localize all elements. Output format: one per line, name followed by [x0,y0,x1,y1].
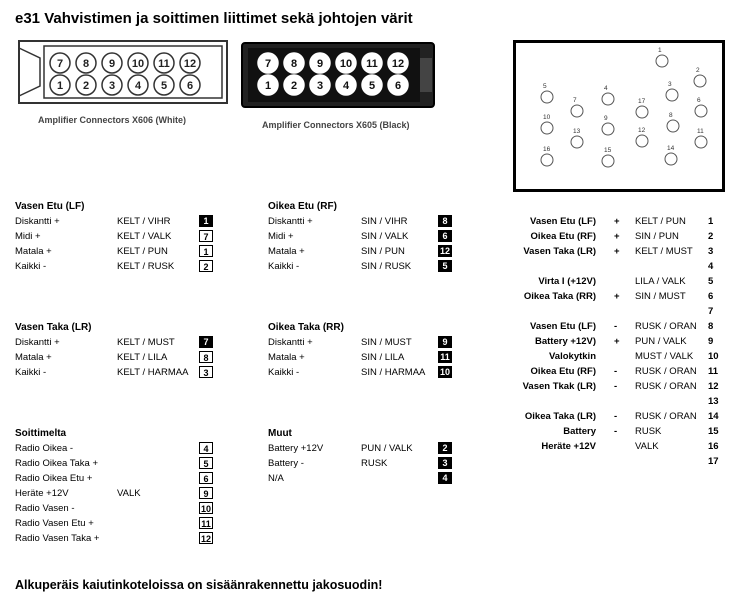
wire-row [268,259,448,274]
wire-color: KELT / MUST [117,337,175,348]
pin-number: 5 [708,276,714,287]
pin-polarity: - [614,321,618,332]
pin-position-diagram [513,40,725,192]
svg-text:14: 14 [667,145,675,152]
wire-row [15,501,211,516]
pin-polarity: - [614,411,618,422]
svg-text:1: 1 [264,80,272,92]
wire-color: KELT / RUSK [117,261,175,272]
svg-text:10: 10 [339,58,353,70]
wire-label: Kaikki - [15,367,47,378]
wire-row [15,229,209,244]
pin-wire-color: RUSK / ORAN [635,321,697,332]
svg-text:6: 6 [697,97,701,104]
svg-text:13: 13 [573,128,581,135]
svg-text:10: 10 [543,114,551,121]
pin-number-box: 5 [438,260,452,272]
wire-color: SIN / HARMAA [361,367,426,378]
wire-label: Diskantti + [268,337,313,348]
svg-text:5: 5 [160,80,168,92]
pin-number-box: 8 [199,351,213,363]
pin-position-svg [516,43,722,189]
connector-pin [258,75,278,95]
pin-polarity: - [614,366,618,377]
wire-label: Kaikki - [268,367,300,378]
pin-wire-color: SIN / MUST [635,291,686,302]
wire-color: SIN / LILA [361,352,405,363]
pin-polarity: + [614,231,620,242]
connector-pin [102,75,122,95]
page-title: e31 Vahvistimen ja soittimen liittimet sekä johtojen värit [15,10,413,27]
wire-color: SIN / RUSK [361,261,412,272]
pin-number: 7 [708,306,714,317]
pin-number-box: 2 [438,442,452,454]
wire-color: KELT / LILA [117,352,168,363]
svg-text:8: 8 [290,58,298,70]
pin-wire-color: LILA / VALK [635,276,686,287]
svg-text:3: 3 [316,80,324,92]
connector-pin [388,75,408,95]
pin-position-6 [695,97,707,117]
svg-text:7: 7 [264,58,272,70]
connector-pin [76,53,96,73]
pin-number: 3 [708,246,714,257]
pin-number-box: 6 [199,472,213,484]
wire-row [268,229,448,244]
connector-pin [310,53,330,73]
section-oikea-etu [268,199,450,274]
wire-label: Diskantti + [268,216,313,227]
svg-text:7: 7 [56,58,64,70]
pin-position-3 [666,81,678,101]
pin-number-box: 4 [199,442,213,454]
connector-pin [284,75,304,95]
footer-note: Alkuperäis kaiutinkoteloissa on sisäänrakennettu jakosuodin! [15,578,383,592]
pin-function: Battery [563,426,596,437]
pin-number-box: 6 [438,230,452,242]
svg-text:11: 11 [366,58,378,70]
wire-row [268,244,450,259]
svg-text:11: 11 [697,128,704,135]
connector-pin [362,75,382,95]
wire-row [15,471,209,486]
pin-number-box: 12 [200,534,211,544]
svg-text:4: 4 [604,85,608,92]
connector-x605 [240,38,440,133]
svg-text:9: 9 [316,58,324,70]
pin-position-12 [636,127,648,147]
wire-label: Midi + [15,231,41,242]
pin-function: Vasen Taka (LR) [523,246,596,257]
wire-label: Battery - [268,458,304,469]
pin-number: 9 [708,336,714,347]
pin-function: Vasen Etu (LF) [530,321,596,332]
pin-polarity: - [614,426,618,437]
pin-number-box: 3 [438,457,452,469]
svg-text:2: 2 [82,80,90,92]
pin-position-17 [636,98,648,118]
wire-row [268,365,450,380]
pin-polarity: - [614,381,618,392]
wire-color: KELT / VIHR [117,216,171,227]
pin-position-10 [541,114,553,134]
pin-number-box: 9 [438,336,452,348]
wire-label: Midi + [268,231,294,242]
wire-label: Heräte +12V [15,488,69,499]
pin-position-2 [694,67,706,87]
pin-number-box: 1 [199,245,213,257]
wire-row [15,350,209,365]
connector-x605-label: Amplifier Connectors X605 (Black) [262,120,410,130]
pin-number-box: 7 [199,230,213,242]
pin-wire-color: RUSK / ORAN [635,381,697,392]
svg-text:1: 1 [56,80,64,92]
wire-row [15,456,209,471]
pin-function: Oikea Etu (RF) [530,366,596,377]
section-soittimelta [15,426,211,546]
connector-x606-label: Amplifier Connectors X606 (White) [38,115,187,125]
svg-text:4: 4 [342,80,350,92]
pin-position-1 [656,47,668,67]
pin-number-box: 8 [438,215,452,227]
pin-function: Virta I (+12V) [538,276,596,287]
connector-pin [76,75,96,95]
connector-pin [388,53,408,73]
section-heading: Oikea Taka (RR) [268,322,344,333]
pin-wire-color: PUN / VALK [635,336,687,347]
svg-text:2: 2 [290,80,298,92]
pin-wire-color: RUSK / ORAN [635,411,697,422]
svg-text:16: 16 [543,146,551,153]
pin-number: 12 [708,381,719,392]
wire-label: Diskantti + [15,216,60,227]
connector-pin [180,75,200,95]
wire-color: SIN / MUST [361,337,412,348]
wire-label: Matala + [268,246,305,257]
pin-function: Vasen Tkak (LR) [522,381,596,392]
section-oikea-taka [268,320,450,380]
pin-number-box: 12 [439,246,450,256]
pin-number-box: 3 [199,366,213,378]
svg-text:12: 12 [391,58,405,70]
pin-position-16 [541,146,553,166]
wire-row [268,456,448,471]
svg-text:6: 6 [394,80,402,92]
connector-x605-drawing [240,38,440,133]
svg-text:15: 15 [604,147,612,154]
wire-label: Matala + [15,352,52,363]
wire-label: Kaikki - [268,261,300,272]
pin-number-box: 10 [200,504,211,514]
pin-function: Vasen Etu (LF) [530,216,596,227]
pin-number: 6 [708,291,714,302]
section-heading: Vasen Etu (LF) [15,201,85,212]
wire-label: N/A [268,473,284,484]
pin-number: 1 [708,216,714,227]
wire-row [15,365,209,380]
wire-label: Matala + [15,246,52,257]
section-heading: Vasen Taka (LR) [15,322,92,333]
section-heading: Oikea Etu (RF) [268,201,337,212]
wire-row [15,335,209,350]
wire-color: SIN / VALK [361,231,409,242]
connector-pin [284,53,304,73]
svg-text:9: 9 [108,58,116,70]
pin-number: 17 [708,456,719,467]
connector-pin [154,53,174,73]
svg-text:5: 5 [368,80,376,92]
pin-polarity: + [614,336,620,347]
svg-text:2: 2 [696,67,700,74]
section-muut [268,426,448,486]
pin-wire-color: VALK [635,441,659,452]
pin-function: Oikea Etu (RF) [530,231,596,242]
pin-number-box: 11 [199,517,213,529]
pin-number: 11 [708,366,719,377]
pin-position-13 [571,128,583,148]
wire-label: Radio Oikea - [15,443,74,454]
wire-row [15,516,211,531]
svg-text:11: 11 [158,58,170,70]
wire-label: Radio Oikea Etu + [15,473,93,484]
pin-position-9 [602,115,614,135]
pin-polarity: + [614,246,620,257]
section-vasen-etu [15,199,209,274]
connector-pin [102,53,122,73]
pin-number-box: 10 [439,367,450,377]
pin-number-box: 7 [199,336,213,348]
connector-pin [336,75,356,95]
pin-number-box: 9 [199,487,213,499]
connector-pin [50,53,70,73]
connector-pin [310,75,330,95]
pin-number-box: 2 [199,260,213,272]
wire-row [268,335,448,350]
pin-number: 4 [708,261,714,272]
wire-label: Radio Oikea Taka + [15,458,98,469]
pin-number: 2 [708,231,714,242]
pin-function: Heräte +12V [541,441,596,452]
wire-color: KELT / VALK [117,231,172,242]
pin-wire-color: KELT / PUN [635,216,686,227]
connector-pin [362,53,382,73]
pin-position-4 [602,85,614,105]
svg-text:1: 1 [658,47,662,54]
connector-x606 [18,38,228,130]
wire-row [15,259,209,274]
connector-pin [50,75,70,95]
wire-color: PUN / VALK [361,443,413,454]
svg-text:5: 5 [543,83,547,90]
svg-text:6: 6 [186,80,194,92]
pin-number: 10 [708,351,719,362]
pin-position-14 [665,145,677,165]
wire-label: Kaikki - [15,261,47,272]
pin-number: 8 [708,321,714,332]
section-heading: Muut [268,428,292,439]
wire-row [15,531,211,546]
pin-position-15 [602,147,614,167]
wire-row [268,441,448,456]
pin-position-5 [541,83,553,103]
pin-number-box: 4 [438,472,452,484]
connector-pin [180,53,200,73]
wire-row [268,350,450,365]
wire-row [268,214,448,229]
svg-text:12: 12 [183,58,197,70]
pin-number-box: 5 [199,457,213,469]
pin-function: Oikea Taka (RR) [523,291,596,302]
pin-function: Valokytkin [549,351,596,362]
pin-position-8 [667,112,679,132]
pin-number: 15 [708,426,719,437]
svg-text:4: 4 [134,80,142,92]
svg-text:9: 9 [604,115,608,122]
wire-row [15,214,209,229]
svg-text:3: 3 [668,81,672,88]
svg-text:10: 10 [131,58,145,70]
wire-label: Radio Vasen Taka + [15,533,100,544]
svg-text:17: 17 [638,98,646,105]
pin-polarity: + [614,216,620,227]
wire-label: Radio Vasen Etu + [15,518,94,529]
wire-label: Radio Vasen - [15,503,75,514]
pin-position-7 [571,97,583,117]
wire-label: Matala + [268,352,305,363]
pin-number: 13 [708,396,719,407]
wire-color: KELT / HARMAA [117,367,189,378]
svg-text:3: 3 [108,80,116,92]
svg-text:7: 7 [573,97,577,104]
pin-number: 16 [708,441,719,452]
pin-number-box: 1 [199,215,213,227]
wire-row [15,441,209,456]
pin-wire-color: MUST / VALK [635,351,694,362]
section-heading: Soittimelta [15,428,67,439]
pin-position-11 [695,128,707,148]
section-vasen-taka [15,320,209,380]
connector-pin [128,75,148,95]
pin-polarity: + [614,291,620,302]
wire-color: VALK [117,488,141,499]
pin-function: Oikea Taka (LR) [524,411,596,422]
wire-row [268,471,448,486]
pin-wire-color: KELT / MUST [635,246,693,257]
pin-wire-color: RUSK [635,426,662,437]
pin-number-box: 11 [438,351,452,363]
wire-color: SIN / PUN [361,246,405,257]
svg-text:8: 8 [669,112,673,119]
connector-pin [336,53,356,73]
connector-pin [128,53,148,73]
wire-color: KELT / PUN [117,246,168,257]
pin-wire-color: SIN / PUN [635,231,679,242]
svg-text:8: 8 [82,58,90,70]
connector-pin [154,75,174,95]
pin-function: Battery +12V) [535,336,596,347]
wire-color: RUSK [361,458,388,469]
wire-color: SIN / VIHR [361,216,408,227]
pin-number: 14 [708,411,719,422]
wire-label: Battery +12V [268,443,324,454]
pin-wire-color: RUSK / ORAN [635,366,697,377]
wire-row [15,486,209,501]
connector-pin [258,53,278,73]
svg-text:12: 12 [638,127,646,134]
wire-label: Diskantti + [15,337,60,348]
wire-row [15,244,209,259]
